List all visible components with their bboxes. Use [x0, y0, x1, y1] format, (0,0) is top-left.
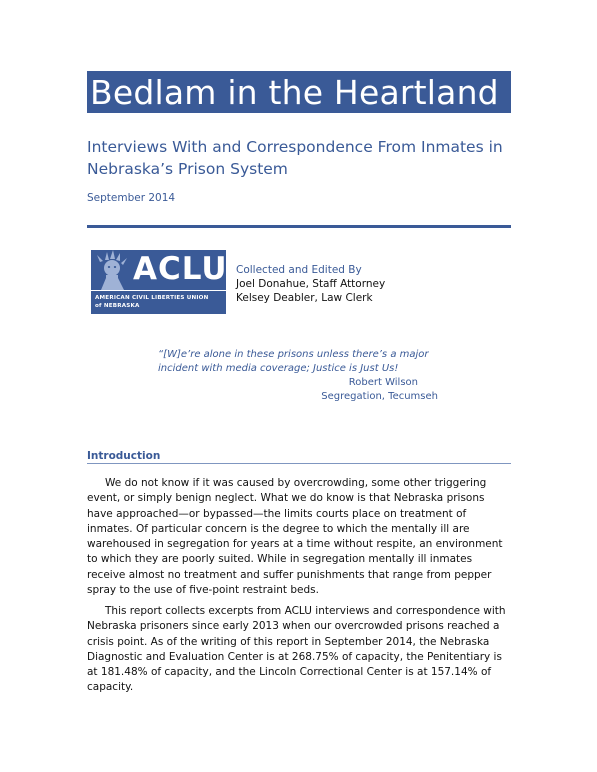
quote-location: Segregation, Tecumseh: [321, 391, 438, 402]
quote-author: Robert Wilson: [348, 377, 418, 388]
credits-heading: Collected and Edited By: [236, 264, 362, 276]
logo-org-name: AMERICAN CIVIL LIBERTIES UNION: [95, 295, 209, 301]
document-title: Bedlam in the Heartland: [90, 73, 499, 112]
introduction-paragraph-2: This report collects excerpts from ACLU interviews and correspondence with Nebraska prisoners since early 2013 when our overcrowded prisons reached a crisis point. As of the writing of this report in September 2014, the Nebraska Diagnostic and Evaluation Center is at 268.75% of capacity, the Penitentiary is at 181.48% of capacity, and the Lincoln Correctional Center is at 157.14% of capacity.: [87, 605, 506, 694]
document-subtitle: Interviews With and Correspondence From Inmates in Nebraska’s Prison System: [87, 138, 503, 178]
logo-top-panel: [91, 250, 226, 290]
title-banner: [87, 71, 511, 113]
publication-date: September 2014: [87, 192, 176, 204]
logo-state: of NEBRASKA: [95, 303, 140, 309]
header-divider: [87, 225, 511, 228]
logo-bottom-panel: [91, 291, 226, 314]
quote-text: “[W]e’re alone in these prisons unless there’s a major incident with media coverage; Justice is Just Us!: [158, 349, 429, 374]
credits-block: [236, 263, 385, 305]
credit-editor-1: Joel Donahue, Staff Attorney: [236, 278, 386, 290]
introduction-divider: [87, 463, 511, 464]
introduction-paragraph-1: We do not know if it was caused by overcrowding, some other triggering event, or simply benign neglect. What we do know is that Nebraska prisons have approached—or bypassed—the limits courts place on treatment of inmates. Of particular concern is the degree to which the mentally ill are warehoused in segregation for years at a time without respite, an environment to which they are poorly suited. While in segregation mentally ill inmates receive almost no treatment and suffer punishments that range from pepper spray to the use of five-point restraint beds.: [87, 477, 503, 597]
credit-editor-2: Kelsey Deabler, Law Clerk: [236, 292, 373, 304]
statue-of-liberty-icon: [91, 250, 135, 290]
introduction-heading: Introduction: [87, 450, 161, 462]
aclu-nebraska-logo: [91, 250, 226, 314]
pull-quote: [158, 348, 448, 404]
logo-wordmark: ACLU: [133, 251, 228, 287]
